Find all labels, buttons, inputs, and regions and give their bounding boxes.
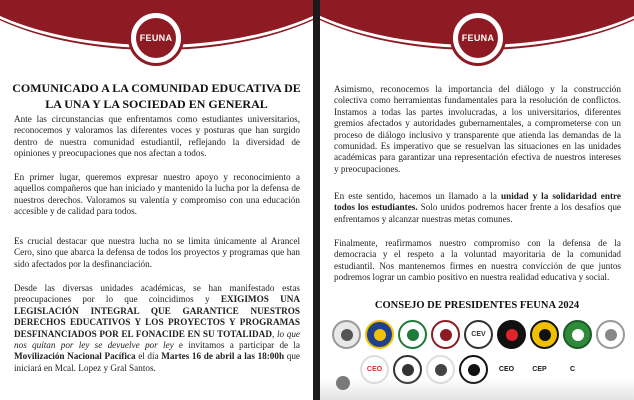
cee-red-logo-mark xyxy=(440,329,452,341)
ring-logo xyxy=(596,320,625,349)
cev-logo xyxy=(464,320,493,349)
paragraph-6 xyxy=(334,191,621,225)
seal-logo xyxy=(332,320,361,349)
paragraph-1: Ante las circunstancias que enfrentamos como estudiantes universitarios, reconocemos y valoramos las diferentes voces y posturas que han surgido dentro de nuestra comunidad estudiantil, reflejando la diversidad de opiniones y preocupaciones que nos afectan a todos. xyxy=(14,114,300,159)
paragraph-2: En primer lugar, queremos expresar nuestro apoyo y reconocimiento a aquellos compañeros que han iniciado y mantenido la lucha por la defensa de nuestros derechos. Valoramos su valentía y compromiso con una educación accesible y de calidad para todos. xyxy=(14,172,300,217)
ceo-una-logo-text: CEO xyxy=(498,366,515,373)
paragraph-4-event: Movilización Nacional Pacífica xyxy=(14,351,136,362)
cee-blue-logo xyxy=(365,320,394,349)
document-page-2 xyxy=(320,0,634,400)
feuna-logo-text: FEUNA xyxy=(139,33,173,43)
feuna-logo-text: FEUNA xyxy=(461,33,495,43)
paragraph-6-bold: unidad y la solidaridad entre todos los estudiantes. xyxy=(334,191,621,213)
ceo-logo-text: CEO xyxy=(366,366,383,373)
paragraph-4-slogan: lo que nos quitan por ley se devuelve por ley xyxy=(14,328,301,351)
paragraph-4-pre-date: el día xyxy=(135,351,162,362)
paragraph-4-comma: , xyxy=(271,328,277,339)
paragraph-4-invite: e invitamos a participar de la xyxy=(173,340,300,351)
paragraph-6-a: En este sentido, hacemos un llamado a la xyxy=(334,191,501,201)
paragraph-4-demand: EXIGIMOS UNA LEGISLACIÓN INTEGRAL QUE GARANTICE NUESTROS DERECHOS EDUCATIVOS Y LOS PROYECTOS Y PROGRAMAS DESFINANCIADOS POR EL FONACIDE EN SU TOTALIDAD xyxy=(14,294,300,339)
cep-logo-text: CEP xyxy=(532,366,547,373)
paragraph-3: Es crucial destacar que nuestra lucha no se limita únicamente al Arancel Cero, sino que abarca la defensa de todos los proyectos y programas que han sido afectados por la desfinanciación. xyxy=(14,236,300,269)
logo-row-1 xyxy=(332,320,628,349)
cee-blue-logo-mark xyxy=(374,329,386,341)
paragraph-6-b: Solo unidos podremos hacer frente a los desafíos que enfrentamos y alcanzar nuestras metas comunes. xyxy=(334,202,621,224)
check-logo-mark xyxy=(468,364,480,376)
ring-logo-mark xyxy=(605,329,617,341)
paragraph-4-date: Martes 16 de abril a las 18:00h xyxy=(161,351,285,362)
cev-logo-text: CEV xyxy=(471,331,486,338)
emblem-logo-mark xyxy=(402,364,414,376)
green-map-logo-mark xyxy=(572,329,584,341)
mountain-logo-mark xyxy=(435,364,447,376)
paragraph-5: Asimismo, reconocemos la importancia del diálogo y la construcción colectiva como herramientas fundamentales para la resolución de conflictos. Instamos a todas las partes involucradas, a los universitarios, diferentes gremios afectados y autoridades gubernamentales, a comprometerse con un proceso de diálogo inclusivo y transparente que atienda las demandas de la comunidad. Es imperativo que se resuelvan las situaciones en las unidades académicas para garantizar una representación efectiva de nuestros intereses y preocupaciones. xyxy=(334,84,621,174)
feuna-logo xyxy=(450,10,506,66)
moon-logo xyxy=(497,320,526,349)
green-map-logo xyxy=(563,320,592,349)
seal-logo-mark xyxy=(341,329,353,341)
c-logo-text: C xyxy=(569,366,576,373)
paragraph-4-intro: Desde las diversas unidades académicas, se han manifestado estas preocupaciones por lo que coincidimos y xyxy=(14,283,300,305)
paragraph-4 xyxy=(14,283,300,374)
paragraph-7: Finalmente, reafirmamos nuestro compromiso con la defensa de la democracia y el respeto a la voluntad mayoritaria de la comunidad estudiantil. Nos mantenemos firmes en nuestra convicción de que juntos podremos lograr un cambio positivo en nuestra realidad educativa y social. xyxy=(334,238,621,283)
paragraph-4-location: que iniciará en Mcal. Lopez y Gral Santos. xyxy=(14,351,300,373)
moon-logo-mark xyxy=(506,329,518,341)
feuna-logo xyxy=(128,10,184,66)
carousel-nav-dot[interactable] xyxy=(336,376,350,390)
gold-logo xyxy=(530,320,559,349)
gold-logo-mark xyxy=(539,329,551,341)
council-heading: CONSEJO DE PRESIDENTES FEUNA 2024 xyxy=(374,300,580,311)
communique-title: COMUNICADO A LA COMUNIDAD EDUCATIVA DE LA UNA Y LA SOCIEDAD EN GENERAL xyxy=(12,81,301,111)
cee-green-logo-mark xyxy=(407,329,419,341)
document-page-1 xyxy=(0,0,313,400)
bottom-shadow xyxy=(320,378,634,400)
cee-red-logo xyxy=(431,320,460,349)
cee-green-logo xyxy=(398,320,427,349)
